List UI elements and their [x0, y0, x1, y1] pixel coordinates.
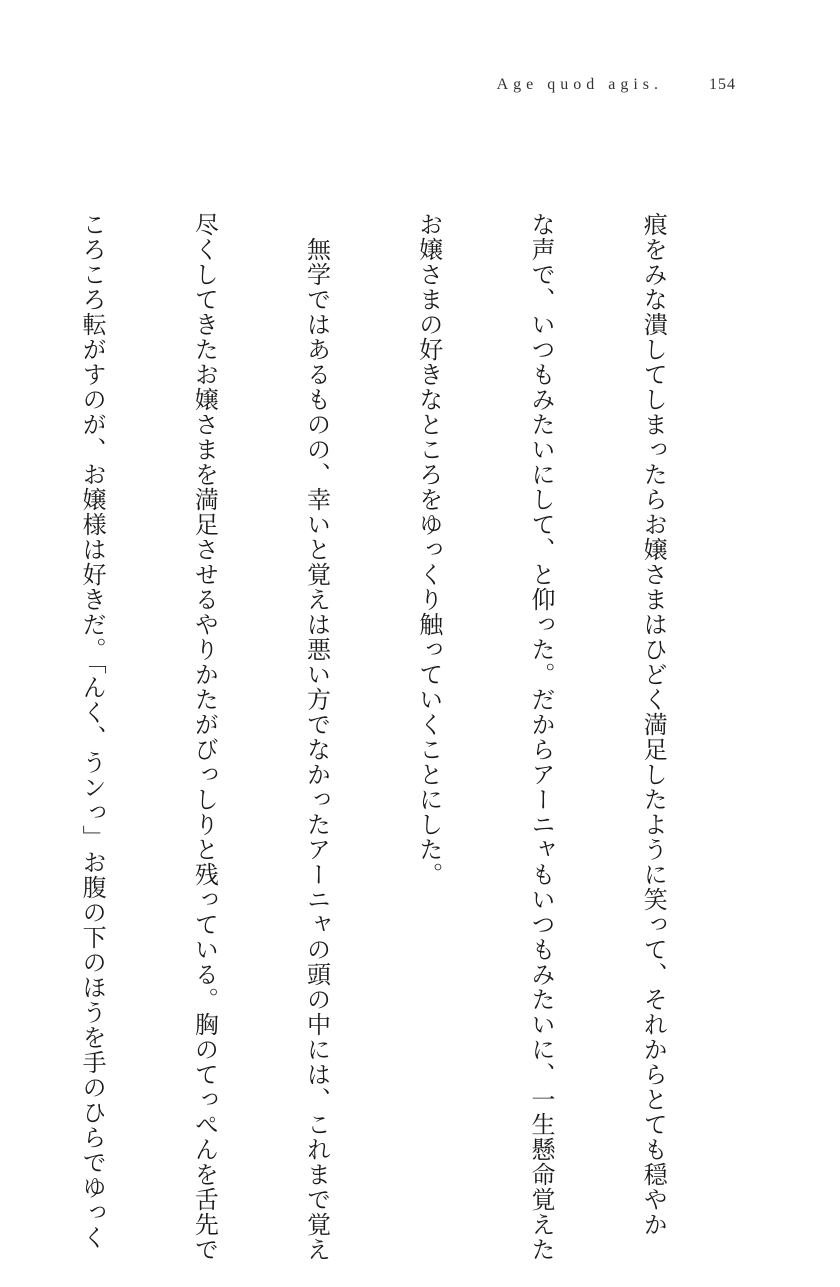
text-line: 尽くしてきたお嬢さまを満足させるやりかたがびっしりと残っている。胸のてっぺんを舌先で — [190, 212, 219, 1262]
page-number: 154 — [709, 76, 736, 93]
text-line: お嬢さまの好きなところをゆっくり触っていくことにした。 — [414, 212, 443, 887]
running-title: Age quod agis. — [496, 76, 663, 93]
body-text — [0, 212, 746, 1262]
text-line: ころころ転がすのが、お嬢様は好きだ。「んく、うンっ」お腹の下のほうを手のひらでゆっく — [78, 212, 107, 1250]
text-line: な声で、いつもみたいにして、と仰った。だからアーニャもいつもみたいに、一生懸命覚えた — [526, 212, 555, 1262]
text-line: 無学ではあるものの、幸いと覚えは悪い方でなかったアーニャの頭の中には、これまで覚え — [302, 212, 331, 1262]
text-line: 痕をみな潰してしまったらお嬢さまはひどく満足したように笑って、それからとても穏やか — [639, 212, 668, 1237]
running-header — [497, 76, 736, 94]
